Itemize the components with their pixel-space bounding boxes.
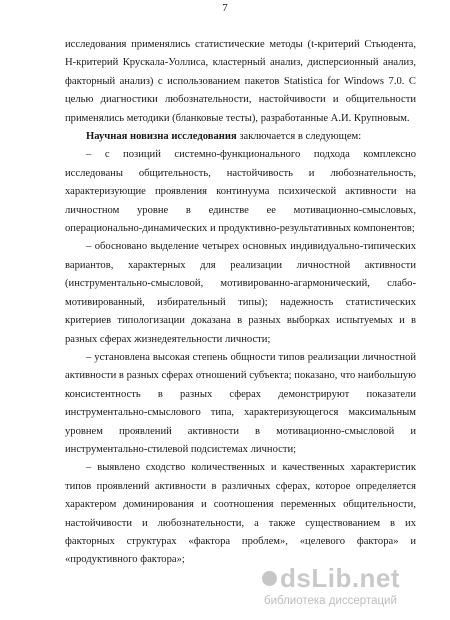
body-text: [65, 36, 416, 570]
watermark: [262, 563, 442, 613]
paragraph-novelty-3: [65, 349, 416, 459]
paragraph-text: – обосновано выделение четырех основных индивидуально-типических вариантов, характерных для реализации личностной активности (инструментально-смысловой, мотивированно-агармонический, слабо-мотивированный, избирательный типы); надежность статистических критериев типологизации доказана в разных выборках испытуемых и в разных сферах жизнедеятельности личности;: [65, 241, 416, 345]
paragraph-text: исследования применялись статистические методы (t-критерий Стьюдента, Н-критерий Крускала-Уоллиса, кластерный анализ, дисперсионный анализ, факторный анализ) с использованием пакетов Statistica for Windows 7.0. С целью диагностики любознательности, настойчивости и общительности применялись методики (бланковые тесты), разработанные А.И. Крупновым.: [65, 39, 416, 124]
paragraph-novelty-intro: [65, 128, 416, 146]
novelty-heading: Научная новизна исследования: [86, 131, 237, 143]
page-number: 7: [222, 2, 228, 14]
circle-icon: [262, 571, 277, 586]
watermark-subtitle: библиотека диссертаций: [264, 595, 397, 607]
watermark-logo: [262, 563, 400, 593]
paragraph-text: заключается в следующем:: [236, 131, 362, 143]
paragraph-text: – с позиций системно-функционального подхода комплексно исследованы общительность, настойчивость и любознательность, характеризующие проявления континуума психической активности на личностном уровне в единстве ее мотивационно-смысловых, операционально-динамических и продуктивно-результативных компонентов;: [65, 149, 416, 235]
paragraph-novelty-4: [65, 459, 416, 569]
paragraph-text: – установлена высокая степень общности типов реализации личностной активности в разных сферах отношений субъекта; показано, что наибольшую консистентность в разных сферах демонстрируют показатели инструментально-смыслового типа, характеризующегося максимальным уровнем проявлений активности в мотивационно-смысловой и инструментально-стилевой подсистемах личности;: [65, 351, 416, 455]
watermark-title: dsLib.net: [280, 563, 401, 593]
paragraph-methods: [65, 36, 416, 128]
paragraph-novelty-1: [65, 146, 416, 238]
paragraph-novelty-2: [65, 238, 416, 348]
paragraph-text: – выявлено сходство количественных и качественных характеристик типов проявлений активности в различных сферах, которое определяется характером доминирования и соотношения переменных общительности, настойчивости и любознательности, а также существованием в их факторных структурах «фактора проблем», «целевого фактора» и «продуктивного фактора»;: [65, 462, 416, 566]
